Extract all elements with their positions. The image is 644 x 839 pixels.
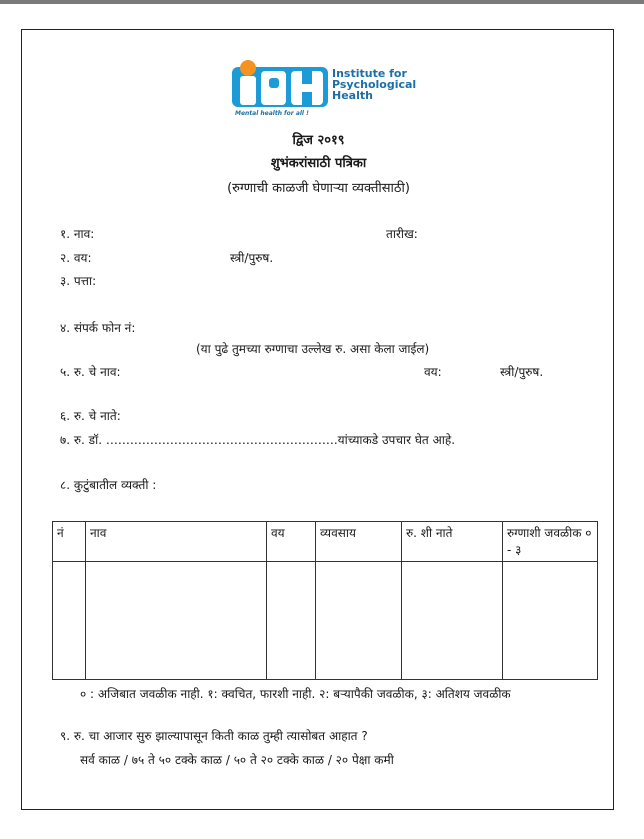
field-date-label: तारीख: <box>386 227 418 241</box>
logo-name-line-3: Health <box>332 89 373 102</box>
field-family-label: ८. कुटुंबातील व्यक्ती : <box>60 478 157 492</box>
field-name-label: १. नाव: <box>60 227 95 241</box>
logo-name-line-1: Institute for <box>332 67 407 80</box>
logo-tagline: Mental health for all ! <box>235 110 309 117</box>
logo-name <box>332 68 416 101</box>
reference-note: (या पुढे तुमच्या रुग्णाचा उल्लेख रु. असा केला जाईल) <box>196 342 430 356</box>
logo-name-line-2: Psychological <box>332 78 417 91</box>
column-header-number: नं <box>53 522 86 562</box>
question-9: ९. रु. चा आजार सुरु झाल्यापासून किती काळ तुम्ही त्यासोबत आहात ? <box>60 729 368 743</box>
field-relation-label: ६. रु. चे नाते: <box>60 409 121 423</box>
field-address-label: ३. पत्ता: <box>60 274 97 288</box>
form-note: (रुग्णाची काळजी घेणाऱ्या व्यक्तीसाठी) <box>227 181 410 196</box>
form-title: द्विज २०१९ <box>292 133 345 148</box>
question-9-options: सर्व काळ / ७५ ते ५० टक्के काळ / ५० ते २० टक्के काळ / २० पेक्षा कमी <box>80 753 394 767</box>
closeness-legend: ० : अजिबात जवळीक नाही. १: क्वचित, फारशी नाही. २: बऱ्यापैकी जवळीक, ३: अतिशय जवळीक <box>80 687 511 701</box>
iph-logo-icon <box>230 59 330 111</box>
table-cell[interactable] <box>402 562 503 680</box>
field-patient-age-label: वय: <box>424 365 442 379</box>
logo-letters: IPH <box>280 103 282 104</box>
table-cell[interactable] <box>53 562 86 680</box>
form-subtitle: शुभंकरांसाठी पत्रिका <box>270 156 367 171</box>
field-patient-gender-label: स्त्री/पुरुष. <box>500 365 544 379</box>
column-header-closeness: रुग्णाशी जवळीक ० - ३ <box>503 522 598 562</box>
table-cell[interactable] <box>86 562 267 680</box>
column-header-age: वय <box>267 522 316 562</box>
iph-logo <box>230 59 330 111</box>
window-top-bar <box>0 0 644 4</box>
column-header-name: नाव <box>86 522 267 562</box>
field-gender-label: स्त्री/पुरुष. <box>230 251 274 265</box>
field-patient-name-label: ५. रु. चे नाव: <box>60 365 121 379</box>
form-page <box>21 29 614 810</box>
field-doctor-label: ७. रु. डॉ. ………………………………………………….यांच्याकडे उपचार घेत आहे. <box>60 433 456 447</box>
table-cell[interactable] <box>316 562 402 680</box>
family-members-table <box>52 521 598 680</box>
table-header-row <box>53 522 598 562</box>
field-phone-label: ४. संपर्क फोन नं: <box>60 321 136 335</box>
table-cell[interactable] <box>267 562 316 680</box>
column-header-relation: रु. शी नाते <box>402 522 503 562</box>
field-age-label: २. वय: <box>60 251 92 265</box>
column-header-occupation: व्यवसाय <box>316 522 402 562</box>
table-row <box>53 562 598 680</box>
table-cell[interactable] <box>503 562 598 680</box>
